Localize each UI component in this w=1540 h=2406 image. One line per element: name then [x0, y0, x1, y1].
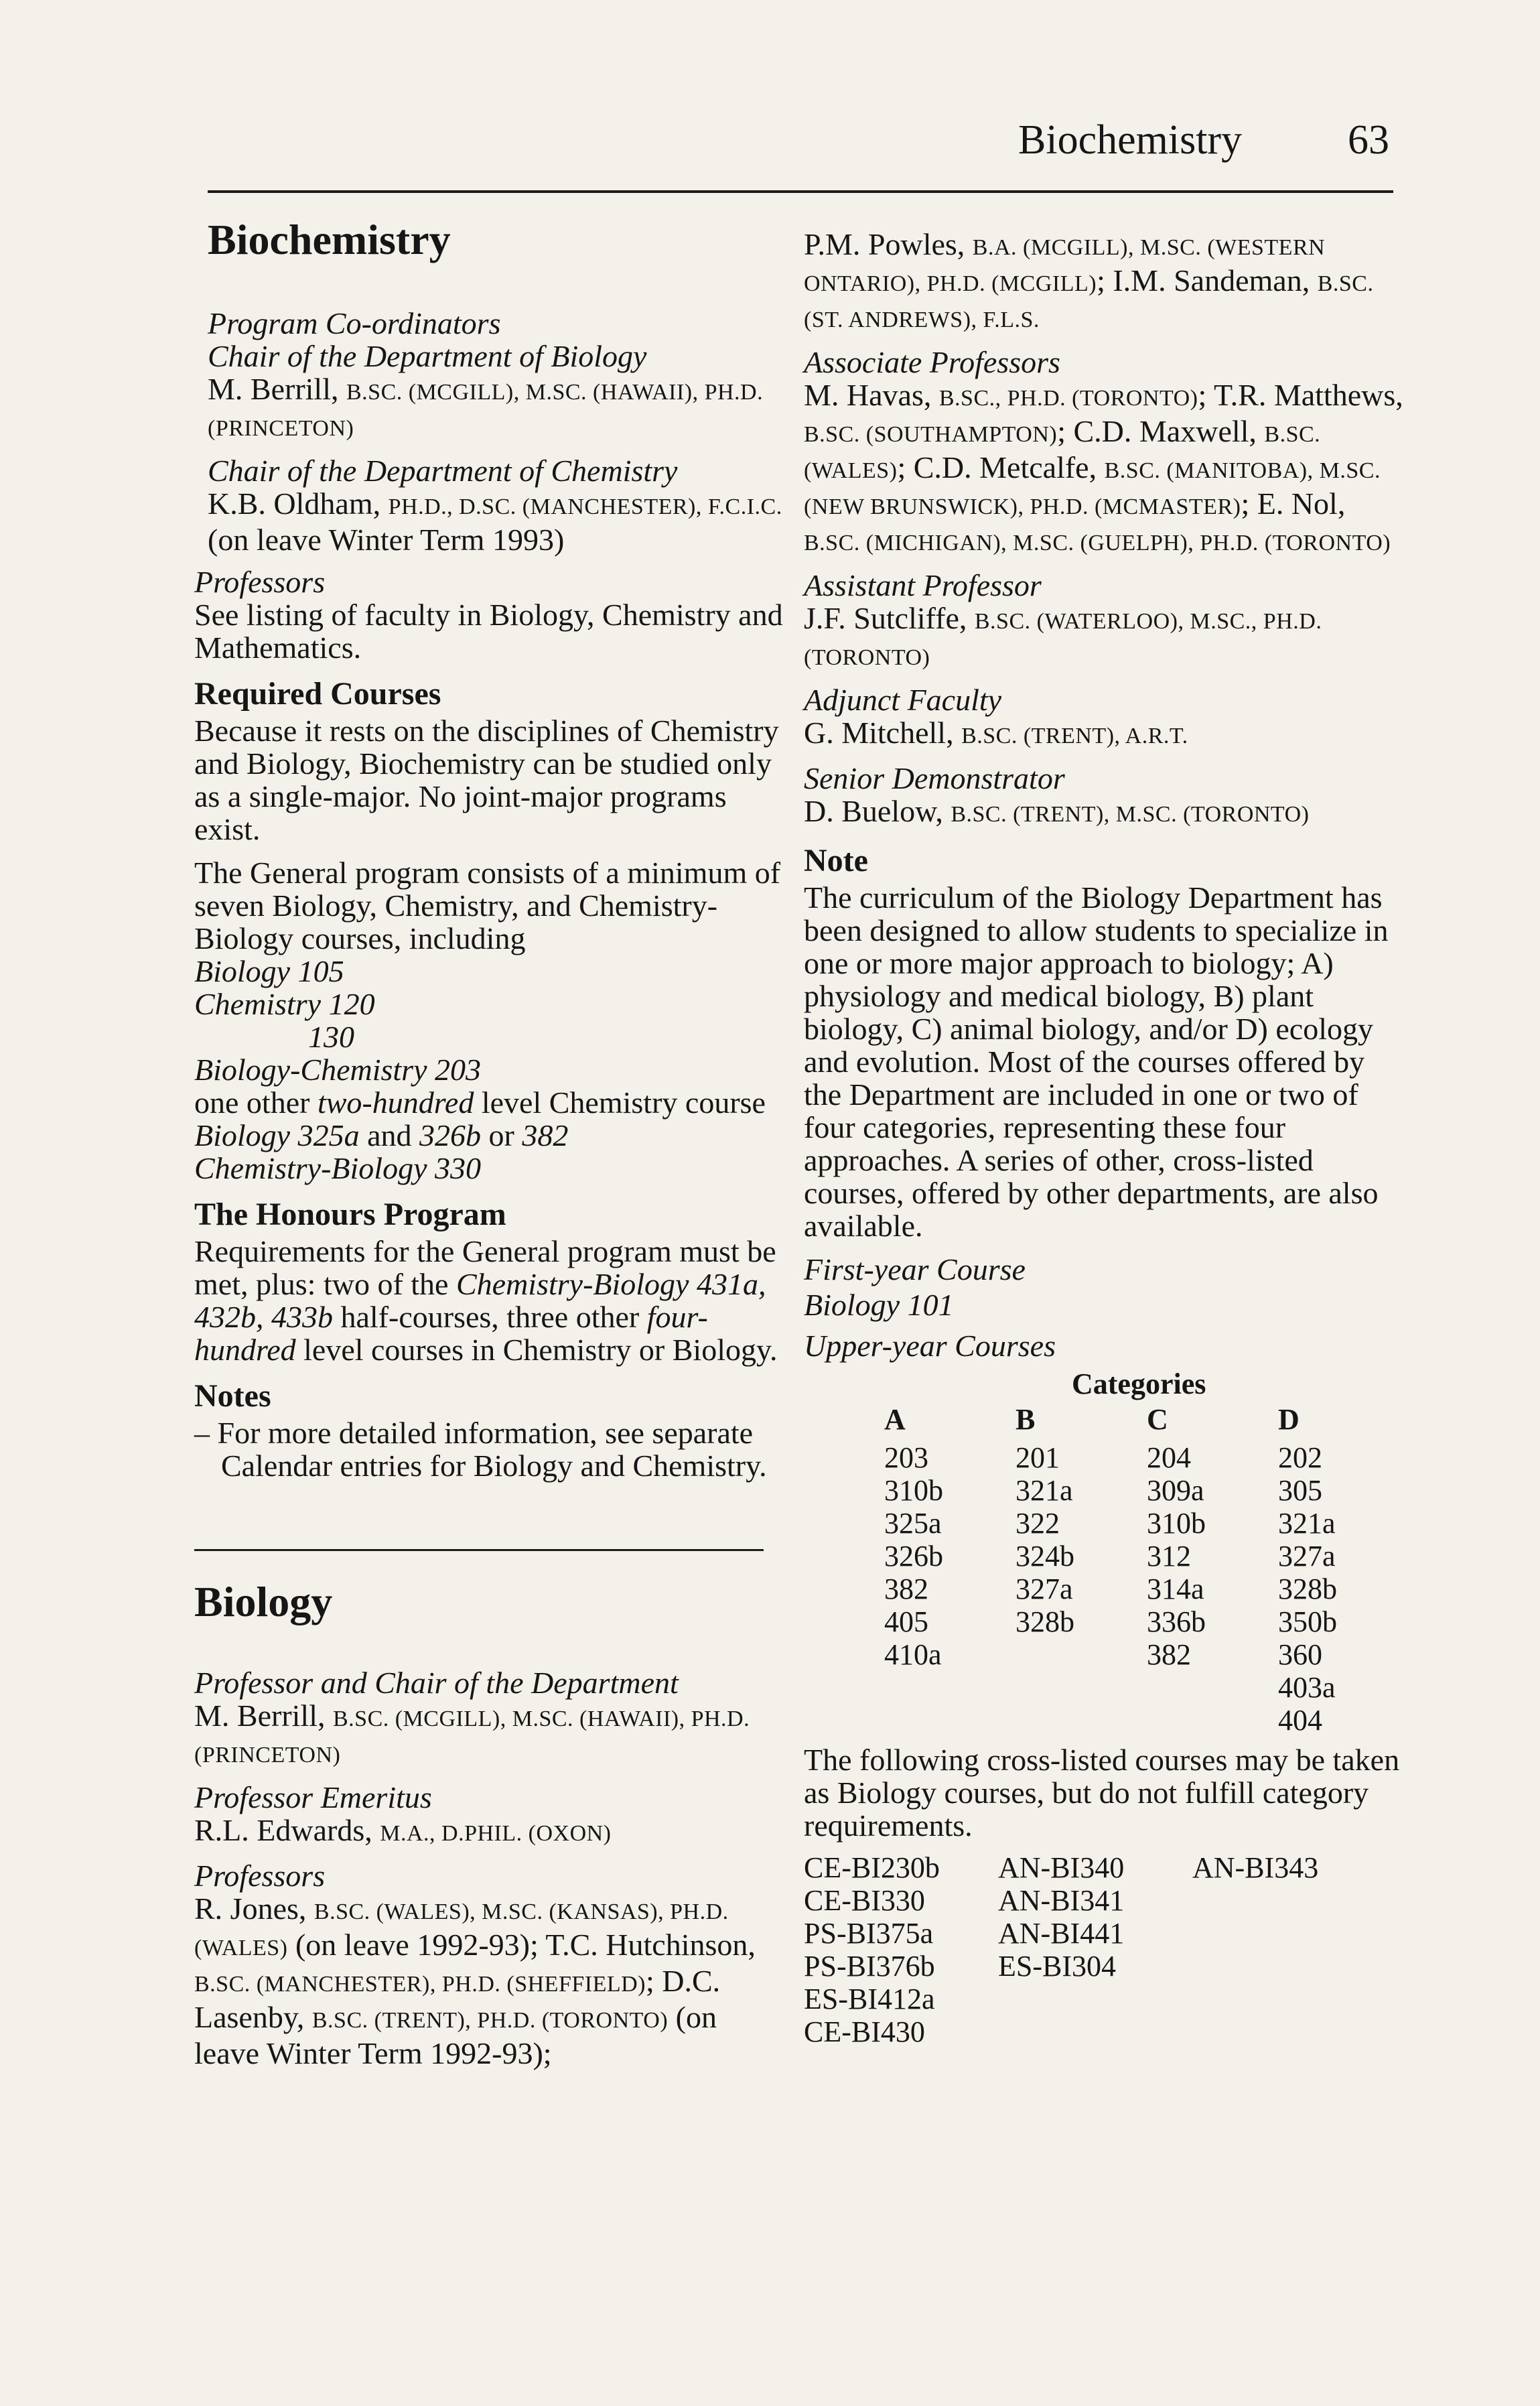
chair-chemistry-name: K.B. Oldham, [208, 486, 389, 521]
category-header: B [1016, 1403, 1036, 1436]
assoc-1-name: M. Havas, [804, 378, 939, 412]
note-text: The curriculum of the Biology Department has been designed to allow students to specialize in one or more major approach to biology; A) physiology and medical biology, B) plant biology, C) animal biology, and/or D) ecology and evolution. Most of the courses offered by the Department are included in one or two of four categories, representing these four approaches. A series of other, cross-listed courses, offered by other departments, are also available. [804, 880, 1389, 1243]
honours-text-1: Requirements for the General program must be met, plus: two of the [194, 1234, 776, 1301]
notes-heading: Notes [194, 1378, 271, 1414]
course-326b: 326b [419, 1118, 481, 1152]
table-cell: 325a [884, 1507, 942, 1540]
emeritus-name: R.L. Edwards, [194, 1813, 380, 1847]
upper-year-heading: Upper-year Courses [804, 1329, 1056, 1363]
adjunct-entry [804, 716, 1407, 752]
course-biology-chemistry-203: Biology-Chemistry 203 [194, 1053, 481, 1087]
table-cell: AN-BI343 [1192, 1851, 1319, 1884]
associate-list [804, 379, 1407, 559]
table-cell: AN-BI441 [998, 1917, 1125, 1950]
course-6-and: and [359, 1118, 419, 1152]
table-cell [1009, 1671, 1140, 1704]
table-cell: 403a [1278, 1671, 1336, 1704]
required-courses-text: Because it rests on the disciplines of Chemistry and Biology, Biochemistry can be studied only as a single-major. No joint-major programs exist. [194, 714, 779, 846]
table-cell: 327a [1278, 1540, 1336, 1573]
cross-listed-table [804, 1851, 1387, 2048]
category-row [878, 1441, 1403, 1474]
table-cell: 202 [1278, 1441, 1322, 1474]
cross-listed-row [804, 2015, 1387, 2048]
table-cell: 305 [1278, 1474, 1322, 1507]
honours-level: four-hundred [194, 1300, 708, 1367]
category-row [878, 1671, 1403, 1704]
prof-4-name: P.M. Powles, [804, 227, 973, 261]
first-year-course: Biology 101 [804, 1288, 954, 1322]
biology-chair-role: Professor and Chair of the Department [194, 1666, 679, 1700]
prof-3-note: (on leave Winter Term 1992-93); [194, 2000, 717, 2070]
demonstrator-role: Senior Demonstrator [804, 761, 1065, 795]
assistant-degrees: B.SC. (WATERLOO), M.SC., PH.D. (TORONTO) [804, 609, 1322, 670]
table-cell: AN-BI341 [998, 1884, 1125, 1917]
emeritus-role: Professor Emeritus [194, 1780, 432, 1814]
table-cell [1192, 1884, 1387, 1917]
biology-chair-degrees: B.SC. (MCGILL), M.SC. (HAWAII), PH.D. (PRINCETON) [194, 1707, 750, 1767]
table-cell: 314a [1147, 1573, 1204, 1605]
table-cell [1192, 1950, 1387, 1983]
category-header: A [884, 1403, 906, 1436]
category-header: D [1278, 1403, 1300, 1436]
biochem-professors [194, 565, 784, 664]
assoc-2-degrees: B.SC. (SOUTHAMPTON) [804, 422, 1058, 447]
table-cell [1192, 1917, 1387, 1950]
header-rule [208, 190, 1393, 193]
biology-title: Biology [194, 1578, 333, 1625]
honours-text [194, 1235, 784, 1366]
prof-3-name: ; D.C. Lasenby, [194, 1964, 721, 2034]
course-6-or: or [481, 1118, 522, 1152]
categories-table [878, 1403, 1403, 1737]
table-cell: 321a [1016, 1474, 1073, 1507]
category-row [878, 1474, 1403, 1507]
chair-chemistry-entry [208, 487, 784, 556]
table-cell: 410a [884, 1638, 942, 1671]
adjunct-degrees: B.SC. (TRENT), A.R.T. [961, 724, 1188, 748]
table-cell: 310b [1147, 1507, 1206, 1540]
table-cell: 321a [1278, 1507, 1336, 1540]
honours-courses: Chemistry-Biology 431a, 432b, 433b [194, 1267, 766, 1334]
prof-1-note: (on leave 1992-93); [287, 1928, 546, 1962]
assoc-5-degrees: B.SC. (MICHIGAN), M.SC. (GUELPH), PH.D. (TORONTO) [804, 531, 1391, 555]
notes-item: – For more detailed information, see separate Calendar entries for Biology and Chemistry. [194, 1416, 767, 1483]
cross-listed-text: The following cross-listed courses may be taken as Biology courses, but do not fulfill category requirements. [804, 1743, 1400, 1843]
chair-chemistry-role: Chair of the Department of Chemistry [208, 454, 678, 488]
course-chemistry-130: 130 [308, 1020, 354, 1054]
demonstrator-name: D. Buelow, [804, 794, 951, 828]
emeritus-entry [194, 1814, 784, 1850]
table-cell: 404 [1278, 1704, 1322, 1737]
table-cell: ES-BI412a [804, 1983, 935, 2015]
honours-text-2: half-courses, three other [333, 1300, 647, 1334]
table-cell: 322 [1016, 1507, 1060, 1540]
chair-chemistry-degrees: PH.D., D.SC. (MANCHESTER), F.C.I.C. [388, 494, 782, 519]
table-cell [998, 2015, 1192, 2048]
table-cell: 328b [1016, 1605, 1074, 1638]
prof-5-name: ; I.M. Sandeman, [1097, 263, 1318, 297]
adjunct-name: G. Mitchell, [804, 716, 962, 750]
table-cell [1192, 2015, 1387, 2048]
cross-listed-row [804, 1884, 1387, 1917]
table-cell: 309a [1147, 1474, 1204, 1507]
page-number: 63 [1348, 117, 1389, 163]
chair-biology-role: Chair of the Department of Biology [208, 339, 647, 373]
biology-professors-list [194, 1892, 784, 2070]
table-cell: AN-BI340 [998, 1851, 1125, 1884]
table-cell: CE-BI330 [804, 1884, 925, 1917]
section-divider [194, 1549, 764, 1551]
cross-listed-row [804, 1950, 1387, 1983]
cross-listed-row [804, 1917, 1387, 1950]
assoc-1-degrees: B.SC., PH.D. (TORONTO) [938, 386, 1198, 411]
course-382: 382 [522, 1118, 569, 1152]
honours-heading: The Honours Program [194, 1197, 506, 1232]
demonstrator-entry [804, 795, 1407, 831]
table-cell [1009, 1638, 1140, 1671]
required-courses-heading: Required Courses [194, 676, 441, 712]
table-cell: 324b [1016, 1540, 1074, 1573]
category-row [878, 1704, 1403, 1737]
note-heading: Note [804, 843, 868, 878]
table-cell: 328b [1278, 1573, 1337, 1605]
table-cell: 360 [1278, 1638, 1322, 1671]
table-cell: 310b [884, 1474, 943, 1507]
assoc-3-degrees: B.SC. (WALES) [804, 422, 1321, 483]
course-chemistry-biology-330: Chemistry-Biology 330 [194, 1151, 481, 1185]
table-cell: 201 [1016, 1441, 1060, 1474]
biology-professors-role: Professors [194, 1859, 326, 1893]
prof-4-degrees: B.A. (MCGILL), M.SC. (WESTERN ONTARIO), PH.D. (MCGILL) [804, 235, 1326, 296]
course-5-level: two-hundred [317, 1085, 474, 1120]
table-cell: 327a [1016, 1573, 1073, 1605]
professors-text: See listing of faculty in Biology, Chemistry and Mathematics. [194, 598, 783, 665]
category-header: C [1147, 1403, 1168, 1436]
course-325a: Biology 325a [194, 1118, 360, 1152]
assoc-4-name: ; C.D. Metcalfe, [897, 450, 1105, 484]
table-cell: 204 [1147, 1441, 1191, 1474]
course-biology-105: Biology 105 [194, 954, 344, 988]
assistant-role: Assistant Professor [804, 568, 1042, 602]
table-cell [1140, 1671, 1271, 1704]
table-cell: CE-BI430 [804, 2015, 925, 2048]
table-cell: CE-BI230b [804, 1851, 940, 1884]
table-cell: 350b [1278, 1605, 1337, 1638]
table-cell: PS-BI375a [804, 1917, 934, 1950]
left-column [194, 216, 784, 2070]
assistant-entry [804, 602, 1407, 674]
category-row [878, 1540, 1403, 1573]
table-cell: 203 [884, 1441, 928, 1474]
category-row [878, 1605, 1403, 1638]
table-cell: PS-BI376b [804, 1950, 935, 1983]
honours-text-3: level courses in Chemistry or Biology. [295, 1333, 778, 1367]
table-cell: 336b [1147, 1605, 1206, 1638]
cross-listed-row [804, 1983, 1387, 2015]
table-cell [1192, 1983, 1387, 2015]
table-cell: 382 [884, 1573, 928, 1605]
prof-5-degrees: B.SC. (ST. ANDREWS), F.L.S. [804, 271, 1374, 332]
table-cell [878, 1671, 1009, 1704]
table-cell [1009, 1704, 1140, 1737]
assoc-4-degrees: B.SC. (MANITOBA), M.SC. (NEW BRUNSWICK), PH.D. (MCMASTER) [804, 458, 1381, 519]
biology-professors-continued [804, 228, 1407, 336]
chair-biology-entry [208, 373, 784, 445]
table-cell: 312 [1147, 1540, 1191, 1573]
category-row [878, 1638, 1403, 1671]
first-year-heading: First-year Course [804, 1252, 1026, 1286]
category-row [878, 1507, 1403, 1540]
biology-chair-entry [194, 1699, 784, 1772]
chair-biology-name: M. Berrill, [208, 372, 346, 406]
adjunct-role: Adjunct Faculty [804, 683, 1002, 717]
emeritus-degrees: M.A., D.PHIL. (OXON) [380, 1821, 612, 1846]
general-program-text: The General program consists of a minimum of seven Biology, Chemistry, and Chemistry-Biology courses, including [194, 856, 781, 955]
right-column [804, 228, 1407, 2048]
categories-table-wrap [804, 1367, 1407, 1737]
biochemistry-faculty [208, 307, 784, 556]
assoc-5-name: ; E. Nol, [1241, 486, 1346, 521]
professors-heading: Professors [194, 565, 326, 599]
table-cell: 326b [884, 1540, 943, 1573]
table-cell: 405 [884, 1605, 928, 1638]
prof-3-degrees: B.SC. (TRENT), PH.D. (TORONTO) [311, 2008, 669, 2033]
course-5-post: level Chemistry course [474, 1085, 766, 1120]
categories-heading: Categories [1072, 1367, 1206, 1400]
course-chemistry-120: Chemistry 120 [194, 987, 375, 1021]
prof-2-name: T.C. Hutchinson, [545, 1928, 756, 1962]
cross-listed-row [804, 1851, 1387, 1884]
course-biology-325a [194, 1119, 784, 1152]
chair-biology-degrees: B.SC. (MCGILL), M.SC. (HAWAII), PH.D. (PRINCETON) [208, 380, 764, 441]
assoc-2-name: ; T.R. Matthews, [1198, 378, 1403, 412]
biology-chair-name: M. Berrill, [194, 1698, 333, 1733]
assistant-name: J.F. Sutcliffe, [804, 601, 975, 635]
category-row [878, 1573, 1403, 1605]
course-two-hundred-level [194, 1086, 784, 1119]
course-5-pre: one other [194, 1085, 318, 1120]
chair-chemistry-leave: (on leave Winter Term 1993) [208, 523, 565, 557]
associate-role: Associate Professors [804, 345, 1060, 379]
table-cell [878, 1704, 1009, 1737]
prof-2-degrees: B.SC. (MANCHESTER), PH.D. (SHEFFIELD) [194, 1972, 646, 1997]
categories-header-row [878, 1403, 1403, 1441]
demonstrator-degrees: B.SC. (TRENT), M.SC. (TORONTO) [951, 802, 1310, 827]
assoc-3-name: ; C.D. Maxwell, [1057, 414, 1265, 448]
table-cell: ES-BI304 [998, 1950, 1116, 1983]
prof-1-name: R. Jones, [194, 1891, 314, 1926]
table-cell [998, 1983, 1192, 2015]
prof-1-degrees: B.SC. (WALES), M.SC. (KANSAS), PH.D. (WALES) [194, 1899, 729, 1960]
coordinators-heading: Program Co-ordinators [208, 306, 501, 340]
biochemistry-title: Biochemistry [208, 216, 451, 263]
table-cell: 382 [1147, 1638, 1191, 1671]
table-cell [1140, 1704, 1271, 1737]
running-header-title: Biochemistry [1018, 117, 1243, 163]
